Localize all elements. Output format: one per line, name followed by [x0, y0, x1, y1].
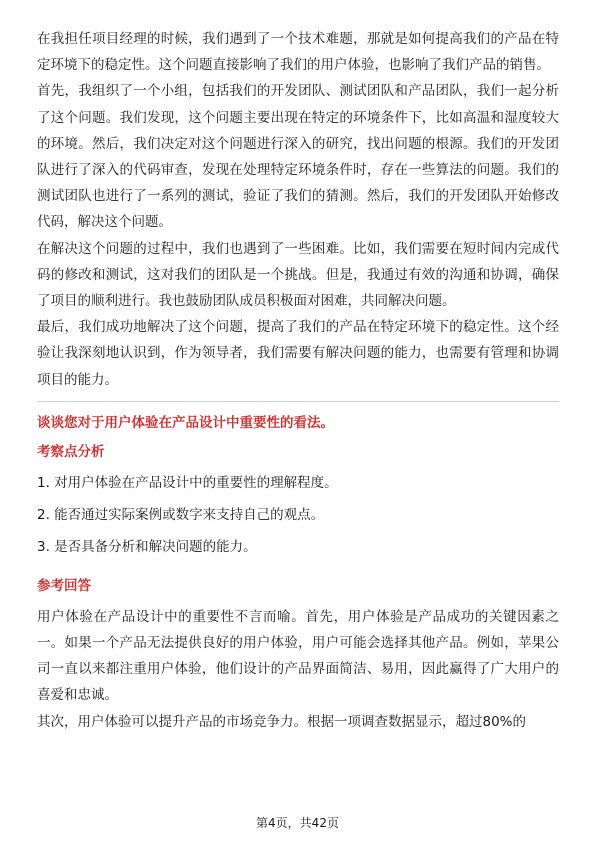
intro-paragraph-2: 首先，我组织了一个小组，包括我们的开发团队、测试团队和产品团队，我们一起分析了这个问题。我们发现，这个问题主要出现在特定的环境条件下，比如高温和湿度较大的环境。然后，我们决定对这个问题进行深入的研究，找出问题的根源。我们的开发团队进行了深入的代码审查，发现在处理特定环境条件时，存在一些算法的问题。我们的测试团队也进行了一系列的测试，验证了我们的猜测。然后，我们的开发团队开始修改代码，解决这个问题。 — [37, 83, 559, 231]
analysis-point-3: 3. 是否具备分析和解决问题的能力。 — [37, 538, 257, 555]
intro-paragraph-3: 在解决这个问题的过程中，我们也遇到了一些困难。比如，我们需要在短时间内完成代码的修改和测试，这对我们的团队是一个挑战。但是，我通过有效的沟通和协调，确保了项目的顺利进行。我也鼓励团队成员积极面对困难，共同解决问题。 — [37, 240, 559, 310]
document-page — [37, 26, 559, 735]
analysis-title: 考察点分析 — [37, 443, 105, 460]
intro-paragraph-1: 在我担任项目经理的时候，我们遇到了一个技术难题，那就是如何提高我们的产品在特定环境下的稳定性。这个问题直接影响了我们的用户体验，也影响了我们产品的销售。 — [37, 31, 559, 74]
analysis-point-2: 2. 能否通过实际案例或数字来支持自己的观点。 — [37, 506, 325, 523]
section-divider — [37, 401, 559, 402]
question-heading: 谈谈您对于用户体验在产品设计中重要性的看法。 — [37, 414, 334, 431]
intro-paragraph-4: 最后，我们成功地解决了这个问题，提高了我们的产品在特定环境下的稳定性。这个经验让我深刻地认识到，作为领导者，我们需要有解决问题的能力，也需要有管理和协调项目的能力。 — [37, 319, 559, 388]
answer-paragraph-2: 其次，用户体验可以提升产品的市场竞争力。根据一项调查数据显示，超过80%的 — [37, 713, 527, 730]
answer-title: 参考回答 — [37, 577, 91, 594]
page-number-footer: 第4页，共42页 — [256, 816, 339, 830]
answer-paragraph-1: 用户体验在产品设计中的重要性不言而喻。首先，用户体验是产品成功的关键因素之一。如果一个产品无法提供良好的用户体验，用户可能会选择其他产品。例如，苹果公司一直以来都注重用户体验，他们设计的产品界面简洁、易用，因此赢得了广大用户的喜爱和忠诚。 — [37, 608, 559, 704]
analysis-point-1: 1. 对用户体验在产品设计中的重要性的理解程度。 — [37, 474, 338, 491]
